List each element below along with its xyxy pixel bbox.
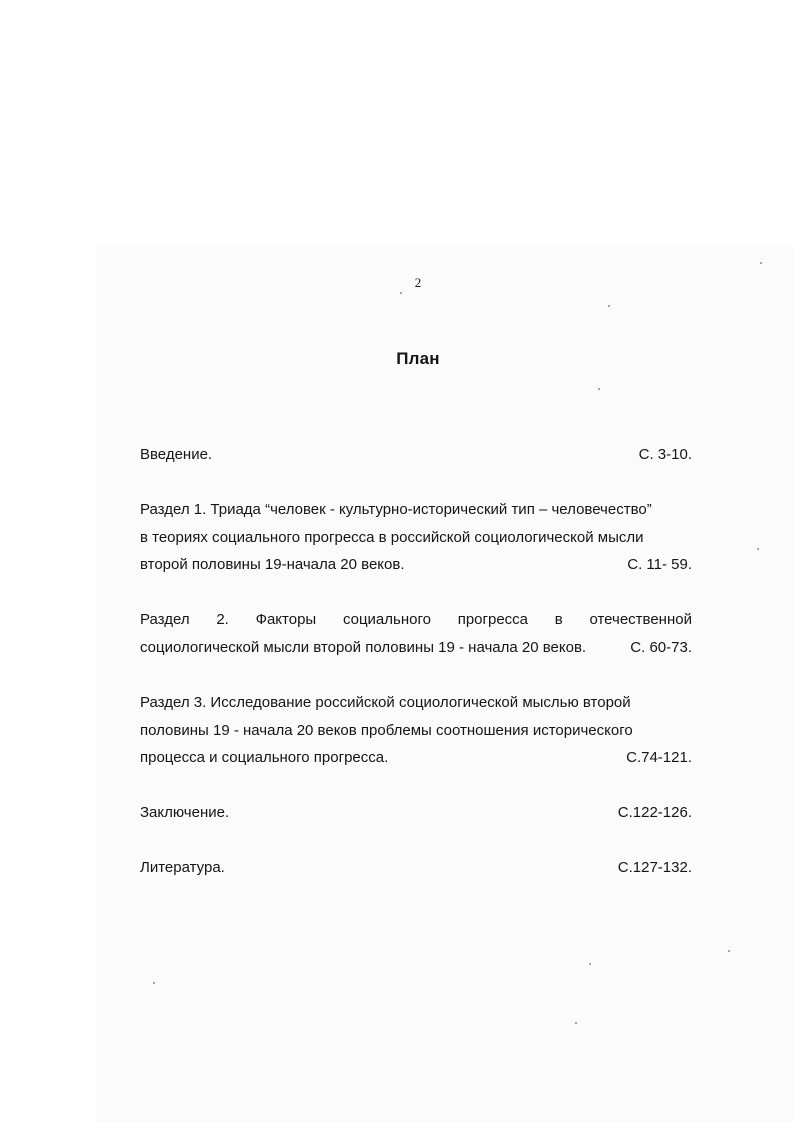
toc-section2-line1: [140, 606, 692, 634]
toc-entry-conclusion: [140, 799, 692, 827]
toc-intro-label: Введение.: [140, 446, 213, 463]
toc-section1-pages: С. 11- 59.: [627, 556, 692, 573]
toc-section3-line3: процесса и социального прогресса.: [140, 749, 389, 766]
toc-section2-word: в: [554, 611, 563, 628]
page-title: План: [396, 349, 440, 368]
toc-conclusion-pages: С.122-126.: [617, 804, 692, 821]
toc-section2-word: Факторы: [255, 611, 317, 628]
toc-section2-line2: социологической мысли второй половины 19 - начала 20 веков.: [140, 638, 587, 656]
toc-literature-pages: С.127-132.: [617, 859, 692, 876]
toc-intro-pages: С. 3-10.: [638, 446, 692, 463]
scan-speck: [575, 1022, 577, 1024]
toc-literature-label: Литература.: [140, 859, 225, 876]
toc-entry-literature: [140, 854, 692, 882]
scan-speck: [608, 305, 610, 307]
toc-section2-pages: С. 60-73.: [630, 638, 692, 656]
toc-section2-word: прогресса: [457, 611, 529, 628]
page-number: 2: [414, 275, 422, 290]
toc-section2-word: отечественной: [589, 611, 692, 628]
toc-section1-line1: Раздел 1. Триада “человек - культурно-исторический тип – человечество”: [140, 501, 652, 518]
toc-section3-line1: Раздел 3. Исследование российской социологической мыслью второй: [140, 694, 631, 711]
toc-section1-line3: второй половины 19-начала 20 веков.: [140, 556, 405, 573]
toc-section3-pages: С.74-121.: [626, 749, 692, 766]
scanned-page-area: [96, 244, 793, 1122]
toc-section2-word: социального: [342, 611, 431, 628]
toc-section2-word: 2.: [216, 611, 229, 628]
toc-entry-section-3: [140, 689, 692, 772]
toc-entry-section-2: [140, 606, 692, 661]
toc-section2-word: Раздел: [140, 611, 190, 628]
toc-conclusion-label: Заключение.: [140, 804, 230, 821]
toc-entry-intro: [140, 441, 692, 469]
scan-speck: [757, 548, 759, 550]
scan-speck: [400, 292, 402, 294]
scan-speck: [589, 963, 591, 965]
scan-speck: [728, 950, 730, 952]
toc-section3-line2: половины 19 - начала 20 веков проблемы соотношения исторического: [140, 721, 633, 739]
toc-section1-line2: в теориях социального прогресса в российской социологической мысли: [140, 528, 644, 546]
scan-speck: [153, 982, 155, 984]
toc-entry-section-1: [140, 496, 692, 579]
scan-speck: [598, 388, 600, 390]
scan-speck: [760, 262, 762, 264]
